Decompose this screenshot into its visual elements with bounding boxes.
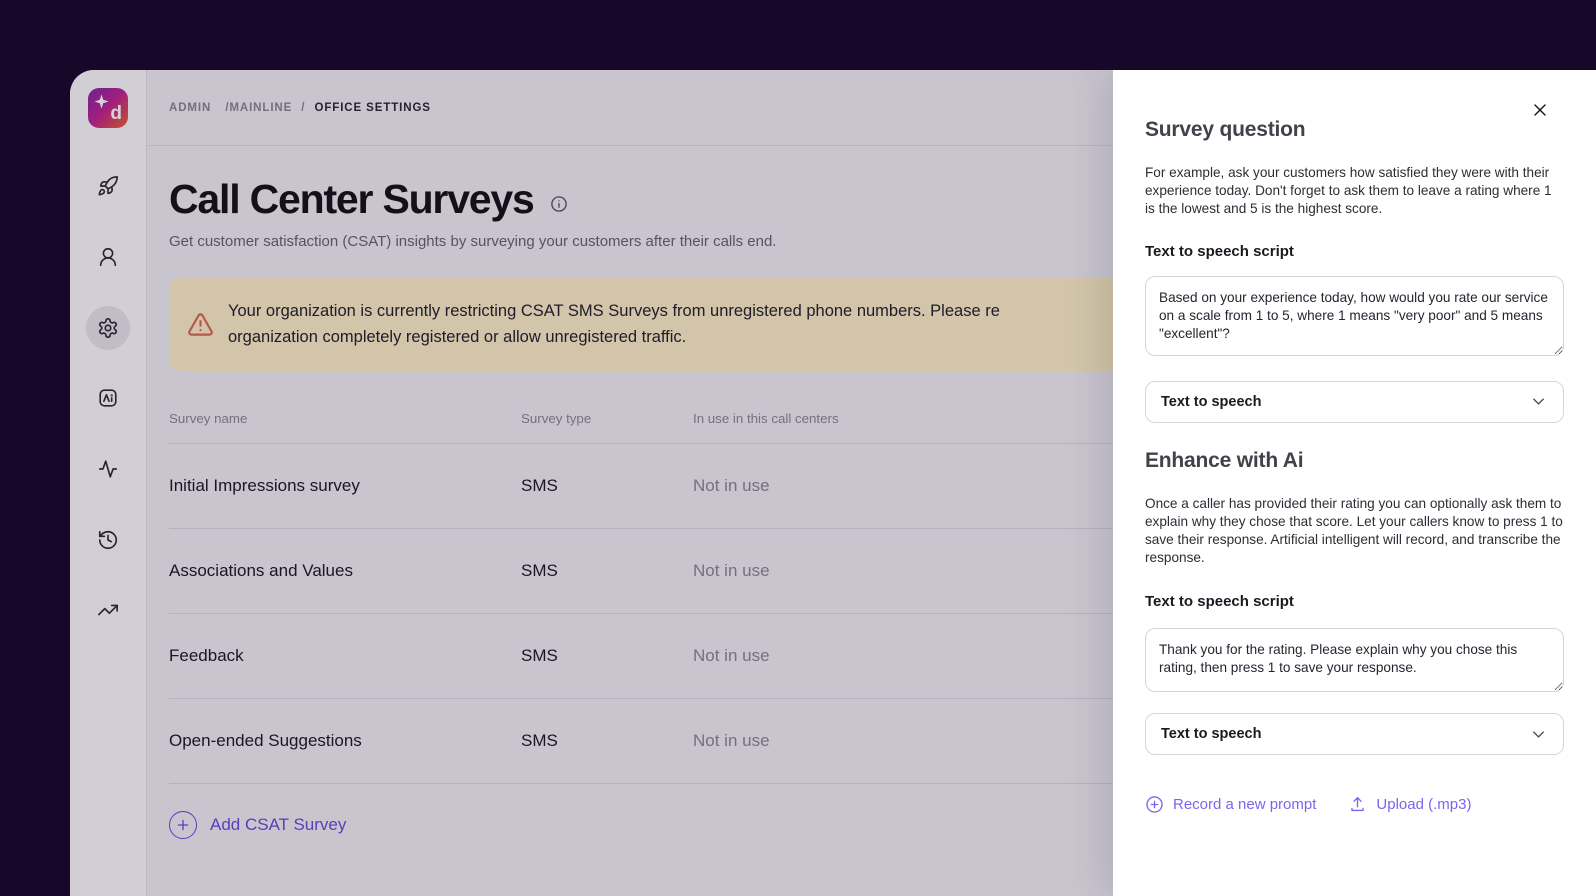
plus-circle-icon bbox=[1145, 795, 1164, 814]
survey-type: SMS bbox=[521, 731, 558, 750]
breadcrumb-mainline[interactable]: /MAINLINE bbox=[225, 101, 293, 114]
chevron-down-icon bbox=[1529, 725, 1548, 744]
col-survey-name: Survey name bbox=[169, 411, 248, 426]
add-csat-survey-label: Add CSAT Survey bbox=[210, 815, 347, 834]
survey-usage: Not in use bbox=[693, 646, 770, 665]
ai-voice-select[interactable] bbox=[1145, 713, 1564, 755]
page-subtitle: Get customer satisfaction (CSAT) insights by surveying your customers after their calls end. bbox=[169, 233, 777, 250]
voice-select[interactable] bbox=[1145, 381, 1564, 423]
logo-letter: d bbox=[110, 103, 122, 124]
upload-icon bbox=[1348, 795, 1367, 814]
panel-description: For example, ask your customers how satisfied they were with their experience today. Don't forget to ask them to leave a rating where 1 is the lowest and 5 is the highest score. bbox=[1145, 165, 1552, 217]
breadcrumb-current: OFFICE SETTINGS bbox=[314, 101, 431, 114]
survey-usage: Not in use bbox=[693, 561, 770, 580]
col-in-use: In use in this call centers bbox=[693, 411, 839, 426]
survey-type: SMS bbox=[521, 561, 558, 580]
warning-text: Your organization is currently restricting CSAT SMS Surveys from unregistered phone numbers. Please re organization completely registered or allow unregistered traffic. bbox=[228, 302, 1000, 346]
col-survey-type: Survey type bbox=[521, 411, 592, 426]
upload-mp3-label: Upload (.mp3) bbox=[1376, 796, 1472, 814]
breadcrumb-divider: / bbox=[301, 101, 306, 114]
enhance-ai-description: Once a caller has provided their rating you can optionally ask them to explain why they chose that score. Let your callers know to press 1 to save their response. Artificial intelligent will record, and transcribe the response. bbox=[1145, 495, 1563, 566]
voice-select-value: Text to speech bbox=[1161, 393, 1262, 410]
app-window bbox=[70, 70, 1596, 896]
tts-script-label: Text to speech script bbox=[1145, 242, 1294, 260]
page-title: Call Center Surveys bbox=[169, 176, 534, 222]
survey-usage: Not in use bbox=[693, 731, 770, 750]
survey-name: Associations and Values bbox=[169, 561, 353, 580]
survey-type: SMS bbox=[521, 476, 558, 495]
survey-question-panel bbox=[1113, 70, 1596, 896]
upload-mp3-link[interactable] bbox=[1348, 795, 1471, 814]
survey-usage: Not in use bbox=[693, 476, 770, 495]
survey-name: Open-ended Suggestions bbox=[169, 731, 362, 750]
prompt-actions bbox=[1145, 795, 1564, 814]
tts-script-textarea[interactable] bbox=[1145, 276, 1564, 356]
ai-tts-script-textarea[interactable] bbox=[1145, 628, 1564, 692]
survey-type: SMS bbox=[521, 646, 558, 665]
panel-title: Survey question bbox=[1145, 118, 1306, 141]
ai-tts-script-label: Text to speech script bbox=[1145, 593, 1294, 611]
chevron-down-icon bbox=[1529, 392, 1548, 411]
close-icon[interactable] bbox=[1530, 100, 1550, 120]
breadcrumb-admin[interactable]: ADMIN bbox=[169, 101, 212, 114]
enhance-ai-title: Enhance with Ai bbox=[1145, 448, 1304, 472]
ai-voice-select-value: Text to speech bbox=[1161, 726, 1262, 743]
survey-name: Feedback bbox=[169, 646, 244, 665]
survey-name: Initial Impressions survey bbox=[169, 476, 360, 495]
record-new-prompt-label: Record a new prompt bbox=[1173, 796, 1317, 814]
record-new-prompt-link[interactable] bbox=[1145, 795, 1316, 814]
